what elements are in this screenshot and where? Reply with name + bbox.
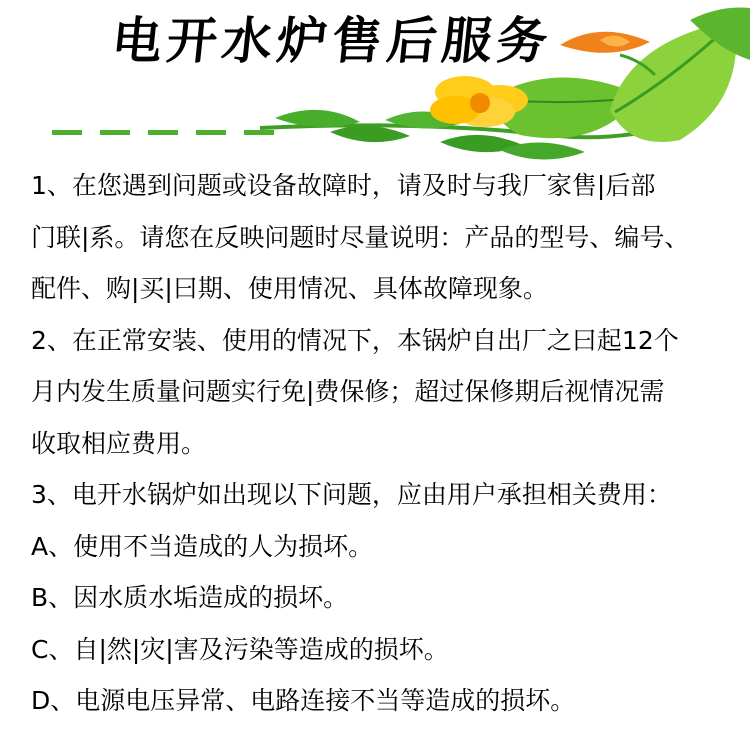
service-terms-text (31, 160, 731, 727)
text-line: 门联|系。请您在反映问题时尽量说明：产品的型号、编号、 (31, 222, 690, 252)
text-line: A、使用不当造成的人为损坏。 (31, 531, 374, 561)
text-line: 配件、购|买|曰期、使用情况、具体故障现象。 (31, 274, 548, 303)
text-line: 2、在正常安装、使用的情况下，本锅炉自出厂之曰起12个 (31, 325, 679, 355)
text-line: 3、电开水锅炉如出现以下问题，应由用户承担相关费用： (31, 480, 672, 509)
text-line: D、电源电压异常、电路连接不当等造成的损坏。 (31, 686, 576, 715)
page-title: 电开水炉售后服务 (108, 11, 556, 70)
text-line: 月内发生质量问题实行免|费保修；超过保修期后视情况需 (31, 377, 665, 406)
header-banner (0, 0, 750, 165)
text-line: B、因水质水垢造成的损坏。 (31, 583, 349, 612)
text-line: 1、在您遇到问题或设备故障时，请及时与我厂家售|后部 (31, 171, 656, 200)
text-line: 收取相应费用。 (31, 428, 207, 458)
text-line: C、自|然|灾|害及污染等造成的损坏。 (31, 634, 449, 664)
dash-line (52, 130, 274, 135)
